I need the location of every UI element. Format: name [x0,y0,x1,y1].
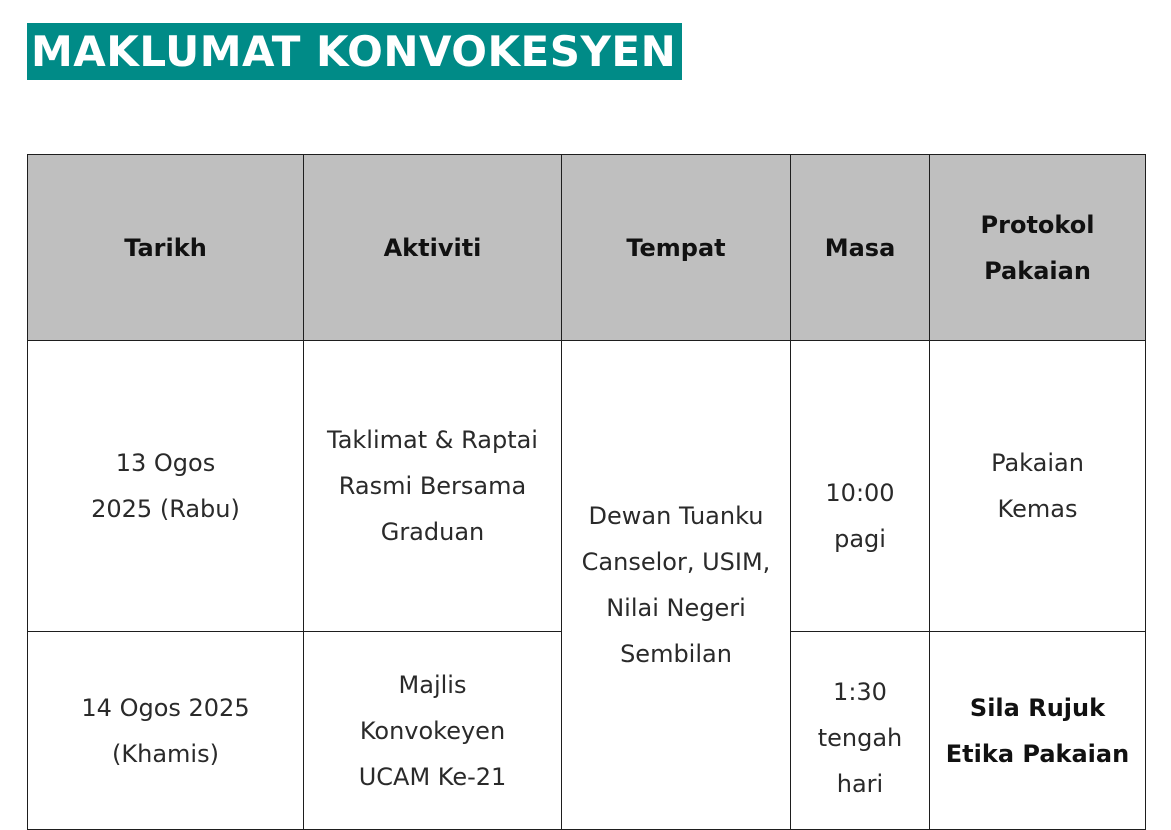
table-row [28,341,1146,632]
cell-tarikh [28,341,304,632]
cell-aktiviti-text: Taklimat & Raptai Rasmi Bersama Graduan [327,426,538,546]
cell-aktiviti [304,341,562,632]
cell-protokol [930,632,1146,830]
cell-tempat-text: Dewan Tuanku Canselor, USIM, Nilai Negeri Sembilan [581,502,771,668]
page-title: MAKLUMAT KONVOKESYEN [31,26,677,76]
header-tempat: Tempat [562,155,791,341]
table-header-row [28,155,1146,341]
cell-tarikh-text: 14 Ogos 2025 (Khamis) [81,693,250,768]
header-protokol-text: Protokol Pakaian [980,210,1095,285]
cell-protokol-text: Sila Rujuk Etika Pakaian [945,693,1130,768]
cell-masa-text: 1:30 tengah hari [817,677,903,798]
cell-tarikh [28,632,304,830]
cell-masa-text: 10:00 pagi [825,479,895,553]
header-tarikh: Tarikh [28,155,304,341]
cell-protokol-text: Pakaian Kemas [991,449,1084,523]
cell-tempat [562,341,791,830]
header-aktiviti: Aktiviti [304,155,562,341]
cell-aktiviti [304,632,562,830]
title-banner [27,23,682,80]
cell-masa [791,341,930,632]
cell-protokol [930,341,1146,632]
header-protokol [930,155,1146,341]
cell-tarikh-text: 13 Ogos 2025 (Rabu) [91,449,240,523]
cell-aktiviti-text: Majlis Konvokeyen UCAM Ke-21 [358,670,507,791]
cell-masa [791,632,930,830]
convocation-schedule-table [27,154,1146,830]
header-masa: Masa [791,155,930,341]
